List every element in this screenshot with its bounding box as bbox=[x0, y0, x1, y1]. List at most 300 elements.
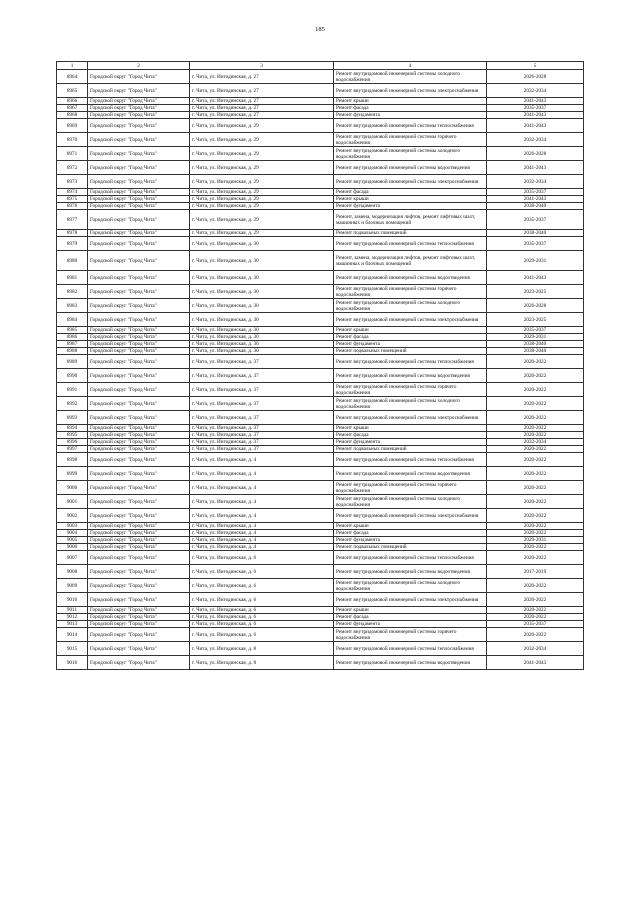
cell-municipality: Городской округ "Город Чита" bbox=[88, 203, 190, 210]
cell-address: г. Чита, ул. Ингодинская, д. 29 bbox=[190, 203, 334, 210]
cell-row-number: 8966 bbox=[57, 98, 88, 105]
cell-municipality: Городской округ "Город Чита" bbox=[88, 467, 190, 481]
cell-row-number: 8969 bbox=[57, 119, 88, 133]
table-row bbox=[57, 98, 584, 105]
cell-work-type: Ремонт подвальных помещений bbox=[334, 348, 487, 355]
cell-municipality: Городской округ "Город Чита" bbox=[88, 313, 190, 327]
cell-row-number: 8984 bbox=[57, 313, 88, 327]
cell-municipality: Городской округ "Город Чита" bbox=[88, 237, 190, 251]
cell-municipality: Городской округ "Город Чита" bbox=[88, 453, 190, 467]
cell-row-number: 9004 bbox=[57, 530, 88, 537]
table-row bbox=[57, 133, 584, 147]
cell-row-number: 8983 bbox=[57, 299, 88, 313]
cell-period: 2020-2022 bbox=[487, 355, 584, 369]
cell-address: г. Чита, ул. Ингодинская, д. 30 bbox=[190, 251, 334, 271]
cell-municipality: Городской округ "Город Чита" bbox=[88, 147, 190, 161]
cell-address: г. Чита, ул. Ингодинская, д. 27 bbox=[190, 112, 334, 119]
cell-period: 2020-2022 bbox=[487, 607, 584, 614]
cell-municipality: Городской округ "Город Чита" bbox=[88, 628, 190, 642]
cell-municipality: Городской округ "Город Чита" bbox=[88, 161, 190, 175]
cell-address: г. Чита, ул. Ингодинская, д. 6 bbox=[190, 607, 334, 614]
cell-municipality: Городской округ "Город Чита" bbox=[88, 355, 190, 369]
cell-row-number: 8970 bbox=[57, 133, 88, 147]
cell-work-type: Ремонт фундамента bbox=[334, 112, 487, 119]
cell-work-type: Ремонт внутридомовой инженерной системы электроснабжения bbox=[334, 411, 487, 425]
cell-period: 2032-2034 bbox=[487, 175, 584, 189]
cell-work-type: Ремонт внутридомовой инженерной системы электроснабжения bbox=[334, 509, 487, 523]
cell-period: 2041-2043 bbox=[487, 119, 584, 133]
cell-work-type: Ремонт внутридомовой инженерной системы электроснабжения bbox=[334, 84, 487, 98]
cell-municipality: Городской округ "Город Чита" bbox=[88, 348, 190, 355]
cell-address: г. Чита, ул. Ингодинская, д. 4 bbox=[190, 509, 334, 523]
cell-work-type: Ремонт внутридомовой инженерной системы электроснабжения bbox=[334, 593, 487, 607]
cell-work-type: Ремонт фундамента bbox=[334, 621, 487, 628]
table-row bbox=[57, 579, 584, 593]
cell-period: 2020-2022 bbox=[487, 383, 584, 397]
cell-work-type: Ремонт крыши bbox=[334, 196, 487, 203]
header-col-3: 3 bbox=[190, 62, 334, 70]
cell-period: 2038-2040 bbox=[487, 203, 584, 210]
cell-address: г. Чита, ул. Ингодинская, д. 29 bbox=[190, 210, 334, 230]
cell-address: г. Чита, ул. Ингодинская, д. 29 bbox=[190, 147, 334, 161]
cell-row-number: 8967 bbox=[57, 105, 88, 112]
cell-row-number: 8988 bbox=[57, 348, 88, 355]
cell-address: г. Чита, ул. Ингодинская, д. 6 bbox=[190, 614, 334, 621]
cell-municipality: Городской округ "Город Чита" bbox=[88, 341, 190, 348]
cell-row-number: 8995 bbox=[57, 432, 88, 439]
table-row bbox=[57, 537, 584, 544]
cell-municipality: Городской округ "Город Чита" bbox=[88, 251, 190, 271]
cell-work-type: Ремонт внутридомовой инженерной системы холодного водоснабжения bbox=[334, 579, 487, 593]
table-row bbox=[57, 355, 584, 369]
cell-address: г. Чита, ул. Ингодинская, д. 37 bbox=[190, 425, 334, 432]
cell-municipality: Городской округ "Город Чита" bbox=[88, 411, 190, 425]
cell-municipality: Городской округ "Город Чита" bbox=[88, 230, 190, 237]
cell-row-number: 8987 bbox=[57, 341, 88, 348]
cell-work-type: Ремонт внутридомовой инженерной системы водоотведения bbox=[334, 565, 487, 579]
cell-address: г. Чита, ул. Ингодинская, д. 30 bbox=[190, 327, 334, 334]
cell-period: 2026-2028 bbox=[487, 299, 584, 313]
cell-work-type: Ремонт фундамента bbox=[334, 537, 487, 544]
cell-address: г. Чита, ул. Ингодинская, д. 29 bbox=[190, 133, 334, 147]
cell-work-type: Ремонт крыши bbox=[334, 425, 487, 432]
cell-work-type: Ремонт фасада bbox=[334, 432, 487, 439]
cell-period: 2023-2025 bbox=[487, 313, 584, 327]
cell-address: г. Чита, ул. Ингодинская, д. 4 bbox=[190, 544, 334, 551]
cell-row-number: 8979 bbox=[57, 237, 88, 251]
cell-row-number: 9000 bbox=[57, 481, 88, 495]
table-row bbox=[57, 495, 584, 509]
table-row bbox=[57, 411, 584, 425]
cell-row-number: 9009 bbox=[57, 579, 88, 593]
cell-work-type: Ремонт внутридомовой инженерной системы теплоснабжения bbox=[334, 551, 487, 565]
table-row bbox=[57, 453, 584, 467]
table-row bbox=[57, 84, 584, 98]
cell-work-type: Ремонт крыши bbox=[334, 327, 487, 334]
cell-address: г. Чита, ул. Ингодинская, д. 6 bbox=[190, 593, 334, 607]
cell-work-type: Ремонт внутридомовой инженерной системы водоотведения bbox=[334, 467, 487, 481]
cell-address: г. Чита, ул. Ингодинская, д. 30 bbox=[190, 285, 334, 299]
cell-period: 2041-2043 bbox=[487, 271, 584, 285]
cell-work-type: Ремонт внутридомовой инженерной системы электроснабжения bbox=[334, 313, 487, 327]
cell-address: г. Чита, ул. Ингодинская, д. 4 bbox=[190, 495, 334, 509]
cell-municipality: Городской округ "Город Чита" bbox=[88, 551, 190, 565]
cell-municipality: Городской округ "Город Чита" bbox=[88, 446, 190, 453]
cell-address: г. Чита, ул. Ингодинская, д. 4 bbox=[190, 530, 334, 537]
cell-work-type: Ремонт, замена, модернизация лифтов, ремонт лифтовых шахт, машинных и блочных помещений bbox=[334, 251, 487, 271]
cell-municipality: Городской округ "Город Чита" bbox=[88, 607, 190, 614]
cell-row-number: 8998 bbox=[57, 453, 88, 467]
cell-row-number: 8972 bbox=[57, 161, 88, 175]
cell-row-number: 8992 bbox=[57, 397, 88, 411]
cell-municipality: Городской округ "Город Чита" bbox=[88, 285, 190, 299]
cell-row-number: 8994 bbox=[57, 425, 88, 432]
cell-work-type: Ремонт фундамента bbox=[334, 341, 487, 348]
cell-address: г. Чита, ул. Ингодинская, д. 27 bbox=[190, 84, 334, 98]
table-row bbox=[57, 230, 584, 237]
cell-period: 2020-2022 bbox=[487, 523, 584, 530]
table-row bbox=[57, 467, 584, 481]
cell-period: 2029-2031 bbox=[487, 537, 584, 544]
cell-municipality: Городской округ "Город Чита" bbox=[88, 530, 190, 537]
cell-municipality: Городской округ "Город Чита" bbox=[88, 105, 190, 112]
cell-row-number: 8993 bbox=[57, 411, 88, 425]
cell-row-number: 9016 bbox=[57, 656, 88, 670]
cell-municipality: Городской округ "Город Чита" bbox=[88, 112, 190, 119]
cell-row-number: 9006 bbox=[57, 544, 88, 551]
cell-municipality: Городской округ "Город Чита" bbox=[88, 537, 190, 544]
cell-municipality: Городской округ "Город Чита" bbox=[88, 383, 190, 397]
cell-row-number: 8971 bbox=[57, 147, 88, 161]
page-number: 185 bbox=[315, 26, 325, 33]
cell-work-type: Ремонт крыши bbox=[334, 607, 487, 614]
header-col-4: 4 bbox=[334, 62, 487, 70]
cell-municipality: Городской округ "Город Чита" bbox=[88, 509, 190, 523]
cell-work-type: Ремонт внутридомовой инженерной системы водоотведения bbox=[334, 369, 487, 383]
cell-row-number: 8986 bbox=[57, 334, 88, 341]
table-row bbox=[57, 112, 584, 119]
table-row bbox=[57, 251, 584, 271]
cell-municipality: Городской округ "Город Чита" bbox=[88, 544, 190, 551]
cell-work-type: Ремонт подвальных помещений bbox=[334, 544, 487, 551]
cell-work-type: Ремонт внутридомовой инженерной системы холодного водоснабжения bbox=[334, 147, 487, 161]
table-row bbox=[57, 551, 584, 565]
cell-period: 2041-2043 bbox=[487, 656, 584, 670]
cell-row-number: 8976 bbox=[57, 203, 88, 210]
cell-address: г. Чита, ул. Ингодинская, д. 27 bbox=[190, 70, 334, 84]
table-row bbox=[57, 607, 584, 614]
cell-period: 2017-2019 bbox=[487, 565, 584, 579]
cell-period: 2020-2022 bbox=[487, 509, 584, 523]
cell-work-type: Ремонт фундамента bbox=[334, 439, 487, 446]
cell-period: 2020-2022 bbox=[487, 467, 584, 481]
cell-period: 2032-2034 bbox=[487, 133, 584, 147]
cell-work-type: Ремонт внутридомовой инженерной системы электроснабжения bbox=[334, 175, 487, 189]
cell-row-number: 9003 bbox=[57, 523, 88, 530]
cell-municipality: Городской округ "Город Чита" bbox=[88, 614, 190, 621]
cell-period: 2041-2043 bbox=[487, 112, 584, 119]
cell-row-number: 8980 bbox=[57, 251, 88, 271]
table-row bbox=[57, 285, 584, 299]
cell-work-type: Ремонт внутридомовой инженерной системы холодного водоснабжения bbox=[334, 495, 487, 509]
cell-row-number: 9012 bbox=[57, 614, 88, 621]
cell-address: г. Чита, ул. Ингодинская, д. 30 bbox=[190, 348, 334, 355]
cell-row-number: 9014 bbox=[57, 628, 88, 642]
table-row bbox=[57, 334, 584, 341]
cell-municipality: Городской округ "Город Чита" bbox=[88, 523, 190, 530]
table-row bbox=[57, 271, 584, 285]
table-row bbox=[57, 481, 584, 495]
cell-municipality: Городской округ "Город Чита" bbox=[88, 425, 190, 432]
cell-work-type: Ремонт внутридомовой инженерной системы теплоснабжения bbox=[334, 119, 487, 133]
cell-address: г. Чита, ул. Ингодинская, д. 6 bbox=[190, 565, 334, 579]
cell-period: 2038-2040 bbox=[487, 341, 584, 348]
cell-municipality: Городской округ "Город Чита" bbox=[88, 579, 190, 593]
cell-period: 2020-2022 bbox=[487, 544, 584, 551]
cell-municipality: Городской округ "Город Чита" bbox=[88, 593, 190, 607]
cell-address: г. Чита, ул. Ингодинская, д. 37 bbox=[190, 432, 334, 439]
cell-period: 2020-2022 bbox=[487, 551, 584, 565]
cell-municipality: Городской округ "Город Чита" bbox=[88, 621, 190, 628]
cell-work-type: Ремонт крыши bbox=[334, 523, 487, 530]
table-row bbox=[57, 119, 584, 133]
table-row bbox=[57, 237, 584, 251]
cell-municipality: Городской округ "Город Чита" bbox=[88, 481, 190, 495]
cell-address: г. Чита, ул. Ингодинская, д. 6 bbox=[190, 628, 334, 642]
cell-municipality: Городской округ "Город Чита" bbox=[88, 432, 190, 439]
cell-row-number: 9005 bbox=[57, 537, 88, 544]
table-row bbox=[57, 327, 584, 334]
cell-work-type: Ремонт внутридомовой инженерной системы горячего водоснабжения bbox=[334, 628, 487, 642]
table-row bbox=[57, 523, 584, 530]
table-row bbox=[57, 369, 584, 383]
cell-municipality: Городской округ "Город Чита" bbox=[88, 369, 190, 383]
cell-municipality: Городской округ "Город Чита" bbox=[88, 210, 190, 230]
cell-work-type: Ремонт внутридомовой инженерной системы горячего водоснабжения bbox=[334, 285, 487, 299]
table-row bbox=[57, 147, 584, 161]
cell-municipality: Городской округ "Город Чита" bbox=[88, 133, 190, 147]
cell-address: г. Чита, ул. Ингодинская, д. 29 bbox=[190, 175, 334, 189]
cell-address: г. Чита, ул. Ингодинская, д. 37 bbox=[190, 397, 334, 411]
cell-address: г. Чита, ул. Ингодинская, д. 29 bbox=[190, 119, 334, 133]
cell-municipality: Городской округ "Город Чита" bbox=[88, 196, 190, 203]
cell-period: 2032-2034 bbox=[487, 642, 584, 656]
cell-work-type: Ремонт внутридомовой инженерной системы холодного водоснабжения bbox=[334, 70, 487, 84]
cell-address: г. Чита, ул. Ингодинская, д. 37 bbox=[190, 411, 334, 425]
cell-row-number: 9013 bbox=[57, 621, 88, 628]
cell-municipality: Городской округ "Город Чита" bbox=[88, 98, 190, 105]
table-row bbox=[57, 348, 584, 355]
cell-address: г. Чита, ул. Ингодинская, д. 4 bbox=[190, 537, 334, 544]
cell-address: г. Чита, ул. Ингодинская, д. 30 bbox=[190, 334, 334, 341]
cell-address: г. Чита, ул. Ингодинская, д. 6 bbox=[190, 551, 334, 565]
cell-municipality: Городской округ "Город Чита" bbox=[88, 327, 190, 334]
cell-municipality: Городской округ "Город Чита" bbox=[88, 299, 190, 313]
cell-period: 2041-2043 bbox=[487, 196, 584, 203]
table-row bbox=[57, 446, 584, 453]
cell-period: 2020-2022 bbox=[487, 481, 584, 495]
cell-address: г. Чита, ул. Ингодинская, д. 4 bbox=[190, 453, 334, 467]
cell-municipality: Городской округ "Город Чита" bbox=[88, 189, 190, 196]
cell-address: г. Чита, ул. Ингодинская, д. 29 bbox=[190, 196, 334, 203]
cell-work-type: Ремонт внутридомовой инженерной системы водоотведения bbox=[334, 161, 487, 175]
cell-work-type: Ремонт внутридомовой инженерной системы горячего водоснабжения bbox=[334, 133, 487, 147]
table-row bbox=[57, 628, 584, 642]
table-row bbox=[57, 210, 584, 230]
table-header-row bbox=[57, 62, 584, 70]
cell-period: 2020-2022 bbox=[487, 369, 584, 383]
cell-address: г. Чита, ул. Ингодинская, д. 37 bbox=[190, 355, 334, 369]
cell-row-number: 8985 bbox=[57, 327, 88, 334]
cell-period: 2035-2037 bbox=[487, 237, 584, 251]
cell-row-number: 8973 bbox=[57, 175, 88, 189]
cell-period: 2032-2034 bbox=[487, 84, 584, 98]
cell-row-number: 8989 bbox=[57, 355, 88, 369]
cell-address: г. Чита, ул. Ингодинская, д. 4 bbox=[190, 467, 334, 481]
cell-row-number: 8968 bbox=[57, 112, 88, 119]
cell-work-type: Ремонт внутридомовой инженерной системы теплоснабжения bbox=[334, 237, 487, 251]
header-col-5: 5 bbox=[487, 62, 584, 70]
cell-period: 2020-2022 bbox=[487, 628, 584, 642]
cell-address: г. Чита, ул. Ингодинская, д. 37 bbox=[190, 446, 334, 453]
cell-row-number: 9011 bbox=[57, 607, 88, 614]
cell-work-type: Ремонт фасада bbox=[334, 614, 487, 621]
cell-address: г. Чита, ул. Ингодинская, д. 37 bbox=[190, 439, 334, 446]
cell-row-number: 8981 bbox=[57, 271, 88, 285]
cell-address: г. Чита, ул. Ингодинская, д. 6 bbox=[190, 579, 334, 593]
cell-row-number: 8982 bbox=[57, 285, 88, 299]
cell-work-type: Ремонт подвальных помещений bbox=[334, 230, 487, 237]
cell-row-number: 8977 bbox=[57, 210, 88, 230]
cell-period: 2020-2022 bbox=[487, 411, 584, 425]
cell-work-type: Ремонт внутридомовой инженерной системы водоотведения bbox=[334, 656, 487, 670]
cell-address: г. Чита, ул. Ингодинская, д. 37 bbox=[190, 369, 334, 383]
cell-work-type: Ремонт внутридомовой инженерной системы холодного водоснабжения bbox=[334, 299, 487, 313]
cell-work-type: Ремонт, замена, модернизация лифтов, ремонт лифтовых шахт, машинных и блочных помещений bbox=[334, 210, 487, 230]
table-row bbox=[57, 432, 584, 439]
cell-period: 2020-2022 bbox=[487, 425, 584, 432]
cell-row-number: 8978 bbox=[57, 230, 88, 237]
cell-row-number: 9010 bbox=[57, 593, 88, 607]
table-row bbox=[57, 642, 584, 656]
cell-work-type: Ремонт внутридомовой инженерной системы теплоснабжения bbox=[334, 453, 487, 467]
header-col-2: 2 bbox=[88, 62, 190, 70]
cell-work-type: Ремонт фасада bbox=[334, 105, 487, 112]
cell-period: 2026-2028 bbox=[487, 147, 584, 161]
cell-work-type: Ремонт внутридомовой инженерной системы горячего водоснабжения bbox=[334, 481, 487, 495]
cell-period: 2020-2022 bbox=[487, 432, 584, 439]
cell-period: 2020-2022 bbox=[487, 453, 584, 467]
cell-municipality: Городской округ "Город Чита" bbox=[88, 175, 190, 189]
cell-address: г. Чита, ул. Ингодинская, д. 4 bbox=[190, 523, 334, 530]
cell-address: г. Чита, ул. Ингодинская, д. 8 bbox=[190, 642, 334, 656]
cell-municipality: Городской округ "Город Чита" bbox=[88, 397, 190, 411]
cell-municipality: Городской округ "Город Чита" bbox=[88, 334, 190, 341]
cell-period: 2035-2037 bbox=[487, 621, 584, 628]
table-row bbox=[57, 175, 584, 189]
table-row bbox=[57, 299, 584, 313]
table-row bbox=[57, 397, 584, 411]
cell-row-number: 9002 bbox=[57, 509, 88, 523]
table-row bbox=[57, 614, 584, 621]
cell-municipality: Городской округ "Город Чита" bbox=[88, 119, 190, 133]
cell-work-type: Ремонт внутридомовой инженерной системы холодного водоснабжения bbox=[334, 397, 487, 411]
cell-address: г. Чита, ул. Ингодинская, д. 30 bbox=[190, 313, 334, 327]
cell-work-type: Ремонт крыши bbox=[334, 98, 487, 105]
table-row bbox=[57, 196, 584, 203]
table-row bbox=[57, 341, 584, 348]
table-row bbox=[57, 621, 584, 628]
table-row bbox=[57, 439, 584, 446]
table-row bbox=[57, 656, 584, 670]
cell-period: 2035-2037 bbox=[487, 210, 584, 230]
cell-row-number: 8965 bbox=[57, 84, 88, 98]
cell-period: 2020-2022 bbox=[487, 614, 584, 621]
cell-address: г. Чита, ул. Ингодинская, д. 27 bbox=[190, 98, 334, 105]
cell-municipality: Городской округ "Город Чита" bbox=[88, 70, 190, 84]
cell-period: 2020-2022 bbox=[487, 446, 584, 453]
cell-row-number: 8990 bbox=[57, 369, 88, 383]
cell-period: 2020-2022 bbox=[487, 579, 584, 593]
cell-period: 2026-2028 bbox=[487, 70, 584, 84]
cell-address: г. Чита, ул. Ингодинская, д. 27 bbox=[190, 105, 334, 112]
cell-period: 2032-2034 bbox=[487, 439, 584, 446]
cell-address: г. Чита, ул. Ингодинская, д. 29 bbox=[190, 230, 334, 237]
table-row bbox=[57, 203, 584, 210]
cell-period: 2038-2040 bbox=[487, 348, 584, 355]
table-row bbox=[57, 383, 584, 397]
table-row bbox=[57, 105, 584, 112]
cell-row-number: 8997 bbox=[57, 446, 88, 453]
cell-municipality: Городской округ "Город Чита" bbox=[88, 439, 190, 446]
cell-row-number: 9001 bbox=[57, 495, 88, 509]
table-row bbox=[57, 593, 584, 607]
cell-municipality: Городской округ "Город Чита" bbox=[88, 84, 190, 98]
cell-period: 2041-2043 bbox=[487, 161, 584, 175]
cell-address: г. Чита, ул. Ингодинская, д. 30 bbox=[190, 237, 334, 251]
table-row bbox=[57, 189, 584, 196]
cell-period: 2029-2031 bbox=[487, 251, 584, 271]
cell-work-type: Ремонт фасада bbox=[334, 189, 487, 196]
cell-period: 2038-2040 bbox=[487, 230, 584, 237]
table-row bbox=[57, 565, 584, 579]
table-body bbox=[57, 70, 584, 670]
cell-row-number: 8975 bbox=[57, 196, 88, 203]
cell-address: г. Чита, ул. Ингодинская, д. 29 bbox=[190, 161, 334, 175]
cell-row-number: 8974 bbox=[57, 189, 88, 196]
table-row bbox=[57, 313, 584, 327]
cell-period: 2035-2037 bbox=[487, 189, 584, 196]
cell-address: г. Чита, ул. Ингодинская, д. 8 bbox=[190, 656, 334, 670]
cell-work-type: Ремонт фасада bbox=[334, 334, 487, 341]
cell-period: 2020-2022 bbox=[487, 530, 584, 537]
table-row bbox=[57, 70, 584, 84]
cell-row-number: 9007 bbox=[57, 551, 88, 565]
cell-address: г. Чита, ул. Ингодинская, д. 30 bbox=[190, 271, 334, 285]
cell-address: г. Чита, ул. Ингодинская, д. 29 bbox=[190, 189, 334, 196]
cell-period: 2041-2043 bbox=[487, 98, 584, 105]
cell-period: 2023-2025 bbox=[487, 285, 584, 299]
cell-work-type: Ремонт внутридомовой инженерной системы теплоснабжения bbox=[334, 355, 487, 369]
cell-municipality: Городской округ "Город Чита" bbox=[88, 271, 190, 285]
cell-row-number: 9008 bbox=[57, 565, 88, 579]
cell-address: г. Чита, ул. Ингодинская, д. 30 bbox=[190, 299, 334, 313]
cell-address: г. Чита, ул. Ингодинская, д. 30 bbox=[190, 341, 334, 348]
cell-address: г. Чита, ул. Ингодинская, д. 37 bbox=[190, 383, 334, 397]
cell-work-type: Ремонт внутридомовой инженерной системы теплоснабжения bbox=[334, 642, 487, 656]
cell-row-number: 8964 bbox=[57, 70, 88, 84]
cell-municipality: Городской округ "Город Чита" bbox=[88, 565, 190, 579]
